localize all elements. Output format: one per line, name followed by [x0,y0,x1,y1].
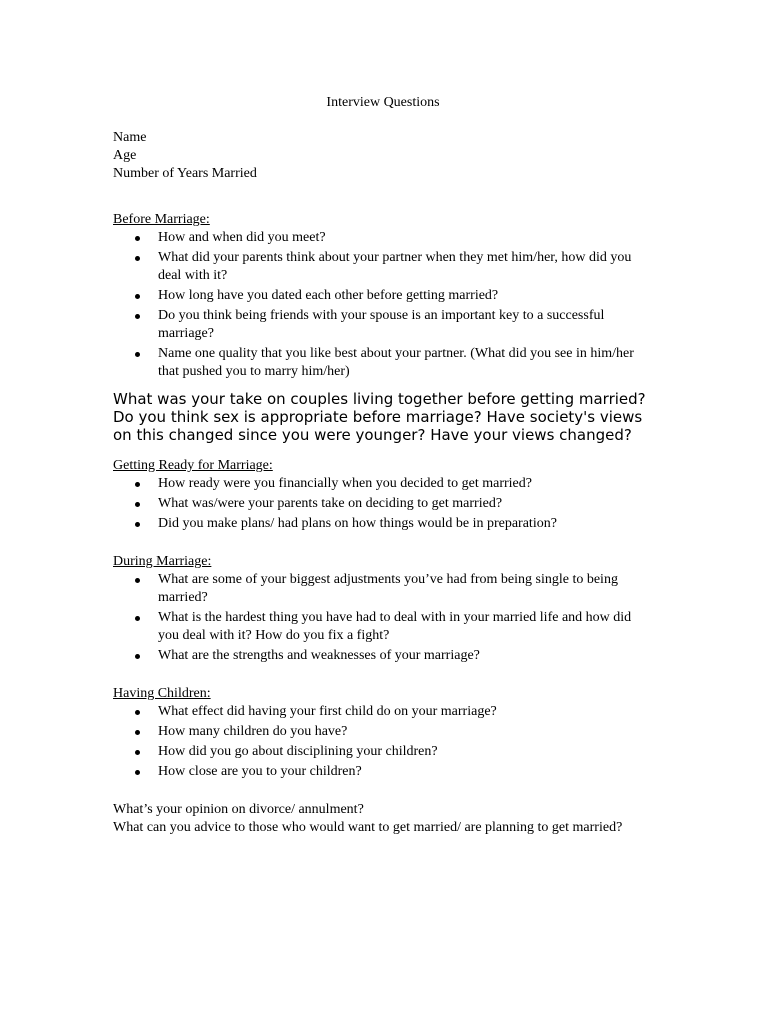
bullet-icon [135,578,140,583]
list-item [113,743,653,761]
section-heading: During Marriage: [113,554,212,569]
question-text: Do you think being friends with your spouse is an important key to a successful marriage? [158,308,605,341]
section-before-marriage [113,211,653,381]
question-text: How long have you dated each other before getting married? [158,288,499,303]
question-text: How did you go about disciplining your children? [158,744,438,759]
question-text: Did you make plans/ had plans on how things would be in preparation? [158,516,557,531]
question-text: What are some of your biggest adjustments you’ve had from being single to being married? [158,572,618,605]
info-field-age: Age [113,148,137,163]
closing-questions [113,801,653,837]
question-text: How close are you to your children? [158,764,362,779]
question-text: What was/were your parents take on deciding to get married? [158,496,503,511]
list-item [113,515,653,533]
document-page [113,94,653,837]
question-text: How many children do you have? [158,724,348,739]
list-item [113,647,653,665]
list-item [113,345,653,381]
info-field-years-married: Number of Years Married [113,166,257,181]
question-list [113,475,653,533]
list-item [113,571,653,607]
list-item [113,763,653,781]
list-item [113,723,653,741]
list-item [113,249,653,285]
list-item [113,495,653,513]
bullet-icon [135,314,140,319]
bullet-icon [135,616,140,621]
bullet-icon [135,710,140,715]
info-field-name: Name [113,130,147,145]
question-text: How and when did you meet? [158,230,326,245]
question-text: What did your parents think about your partner when they met him/her, how did you deal with it? [158,250,632,283]
bullet-icon [135,256,140,261]
bullet-icon [135,770,140,775]
list-item [113,287,653,305]
section-having-children [113,685,653,781]
question-list [113,703,653,781]
bullet-icon [135,294,140,299]
section-during-marriage [113,553,653,665]
question-text: What are the strengths and weaknesses of your marriage? [158,648,480,663]
bullet-icon [135,730,140,735]
list-item [113,703,653,721]
bullet-icon [135,352,140,357]
closing-question: What’s your opinion on divorce/ annulment? [113,802,364,817]
question-list [113,229,653,381]
bullet-icon [135,482,140,487]
section-heading: Before Marriage: [113,212,210,227]
list-item [113,475,653,493]
bullet-icon [135,236,140,241]
closing-question: What can you advice to those who would want to get married/ are planning to get married? [113,820,623,835]
section-getting-ready [113,457,653,533]
list-item [113,229,653,247]
document-title: Interview Questions [326,95,440,110]
bullet-icon [135,522,140,527]
bullet-icon [135,750,140,755]
living-together-paragraph: What was your take on couples living together before getting married? Do you think sex is appropriate before marriage? Have society's views on this changed since you were younger? Have your views changed? [113,390,646,444]
list-item [113,307,653,343]
section-heading: Having Children: [113,686,211,701]
question-text: Name one quality that you like best about your partner. (What did you see in him/her that pushed you to marry him/her) [158,346,634,379]
question-list [113,571,653,665]
bullet-icon [135,502,140,507]
bullet-icon [135,654,140,659]
question-text: What is the hardest thing you have had to deal with in your married life and how did you deal with it? How do you fix a fight? [158,610,632,643]
section-heading: Getting Ready for Marriage: [113,458,273,473]
list-item [113,609,653,645]
question-text: What effect did having your first child do on your marriage? [158,704,497,719]
question-text: How ready were you financially when you decided to get married? [158,476,532,491]
info-fields [113,129,653,183]
